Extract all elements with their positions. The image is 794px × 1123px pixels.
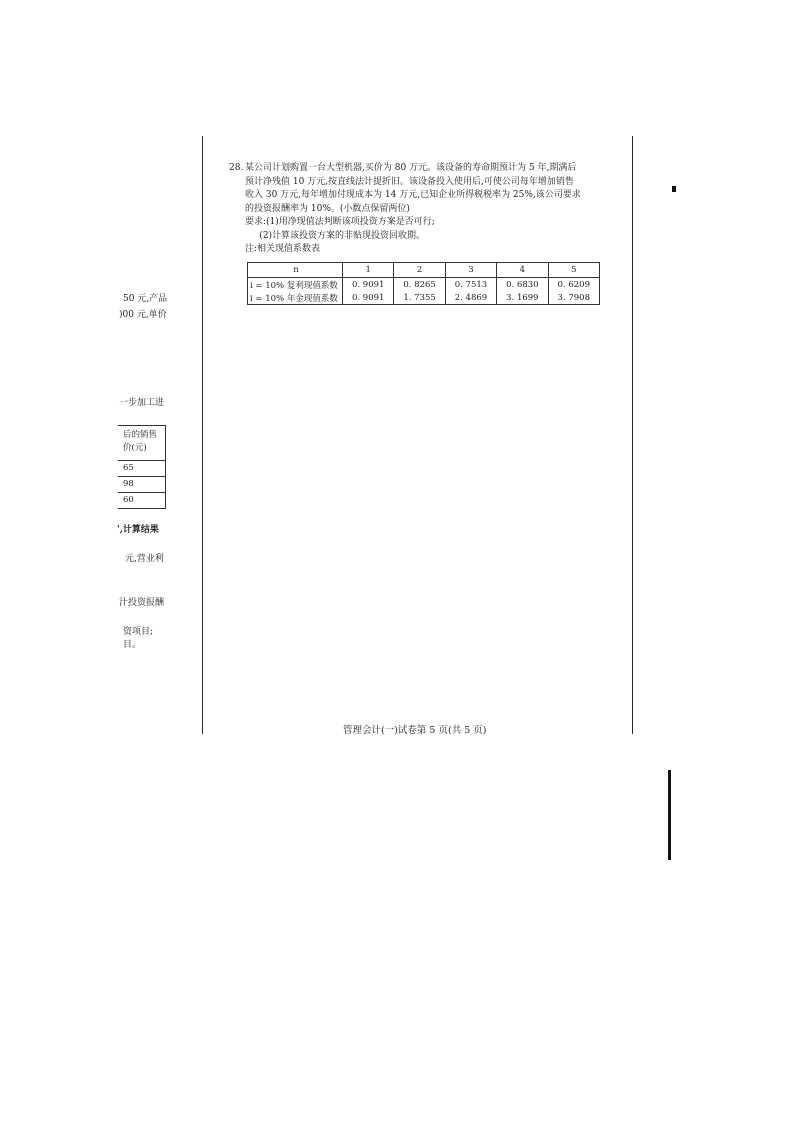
table-cell: 0. 6830 — [497, 278, 548, 292]
page-left-border — [202, 136, 203, 734]
left-fragment-5: 元,营业利 — [125, 554, 164, 564]
page-right-border — [632, 136, 633, 734]
left-fragment-8: 目。 — [123, 640, 142, 650]
table-note: 注:相关现值系数表 — [245, 244, 321, 254]
question-line: 的投资报酬率为 10%。(小数点保留两位) — [245, 203, 410, 214]
table-cell: 0. 6209 — [548, 278, 599, 292]
question-number: 28. — [229, 163, 244, 173]
scan-edge-mark — [668, 770, 671, 860]
header-cell-period: 1 — [343, 263, 394, 278]
question-line: 收入 30 万元,每年增加付现成本为 14 万元,已知企业所得税税率为 25%,该公司要求 — [245, 190, 581, 200]
left-table-cell: 60 — [118, 493, 166, 509]
table-cell: 2. 4869 — [445, 291, 496, 305]
left-fragment-6: 汁投资报酬 — [119, 598, 165, 608]
question-line: 某公司计划购置一台大型机器,买价为 80 万元。该设备的寿命期预计为 5 年,期满后 — [245, 163, 577, 173]
header-cell-n: n — [248, 263, 343, 278]
left-fragment-2: )00 元,单价 — [119, 310, 167, 320]
table-cell: 1. 7355 — [394, 291, 445, 305]
left-table-header-line2: 价(元) — [123, 443, 147, 453]
header-cell-period: 5 — [548, 263, 599, 278]
page-footer: 管理会计(一)试卷第 5 页(共 5 页) — [343, 725, 487, 736]
left-table-cell: 98 — [118, 477, 166, 493]
table-cell: 3. 1699 — [497, 291, 548, 305]
table-cell: 0. 7513 — [445, 278, 496, 292]
left-fragment-1: 50 元,产品 — [123, 294, 168, 304]
left-fragment-7: 资项目; — [123, 627, 154, 637]
table-cell: 0. 9091 — [343, 291, 394, 305]
header-cell-period: 2 — [394, 263, 445, 278]
present-value-coefficient-table — [247, 262, 600, 305]
question-line: 预计净残值 10 万元,按直线法计提折旧。该设备投入使用后,可使公司每年增加销售 — [245, 176, 574, 187]
table-row — [248, 278, 600, 292]
table-cell: 0. 9091 — [343, 278, 394, 292]
row-label: i = 10% 复利现值系数 — [248, 278, 343, 292]
header-cell-period: 3 — [445, 263, 496, 278]
table-cell: 0. 8265 — [394, 278, 445, 292]
left-table-cell: 65 — [118, 461, 166, 477]
left-table-header-line1: 后的销售 — [123, 430, 158, 440]
table-header-row — [248, 263, 600, 278]
row-label: i = 10% 年金现值系数 — [248, 291, 343, 305]
left-table-header — [118, 425, 166, 461]
table-cell: 3. 7908 — [548, 291, 599, 305]
table-row — [248, 291, 600, 305]
requirement-line: (2)计算该投资方案的非贴现投资回收期。 — [245, 230, 426, 241]
header-cell-period: 4 — [497, 263, 548, 278]
scan-speck — [672, 186, 676, 192]
left-fragment-4: ',计算结果 — [117, 525, 159, 535]
requirement-line: 要求:(1)用净现值法判断该项投资方案是否可行; — [245, 217, 435, 227]
left-fragment-table — [118, 425, 166, 509]
left-fragment-3: 一步加工进 — [119, 398, 165, 408]
